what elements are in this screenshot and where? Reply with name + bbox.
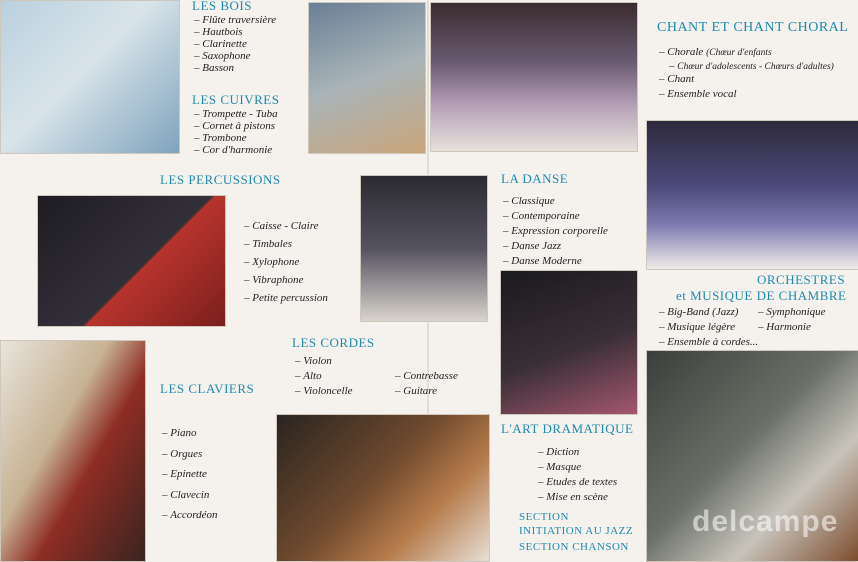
section-title-cordes: LES CORDES: [292, 335, 375, 350]
list-item: – Harmonie: [758, 320, 826, 335]
list-chant-more: [659, 72, 737, 102]
list-item-chorale: [659, 46, 834, 60]
photo-orchestra-choir: [646, 120, 858, 270]
chorale-detail: (Chœur d'enfants: [706, 48, 772, 58]
photo-flute-player: [0, 0, 180, 154]
list-claviers: [162, 423, 218, 526]
list-item: – Clavecin: [162, 485, 218, 506]
section-label: SECTION: [519, 511, 569, 523]
list-item: – Epinette: [162, 464, 218, 485]
list-bois: [194, 14, 276, 74]
section-subtitle-orchestres: et MUSIQUE DE CHAMBRE: [676, 288, 847, 303]
list-orchestres-right: [758, 305, 826, 335]
list-item: – Xylophone: [244, 253, 328, 271]
list-item: – Trombone: [194, 132, 278, 144]
section-title-cuivres: LES CUIVRES: [192, 92, 280, 107]
section-title-orchestres: ORCHESTRES: [757, 272, 846, 287]
list-item: – Etudes de textes: [538, 475, 617, 490]
section-title-percussions: LES PERCUSSIONS: [160, 172, 281, 187]
list-item: – Flûte traversière: [194, 14, 276, 26]
list-item: – Hautbois: [194, 26, 276, 38]
list-item: – Cor d'harmonie: [194, 144, 278, 156]
section-title-danse: LA DANSE: [501, 171, 569, 186]
list-item: – Guitare: [395, 384, 458, 399]
list-item: – Contemporaine: [503, 209, 608, 224]
list-cuivres: [194, 108, 278, 156]
chorale-label: Chorale: [667, 46, 704, 58]
list-item: – Ensemble à cordes...: [659, 335, 758, 350]
list-item: – Piano: [162, 423, 218, 444]
list-item: – Masque: [538, 460, 617, 475]
list-item: – Chant: [659, 72, 737, 87]
section-title-art-dramatique: L'ART DRAMATIQUE: [501, 421, 634, 436]
section-label-jazz: INITIATION AU JAZZ: [519, 525, 634, 537]
list-item: – Classique: [503, 194, 608, 209]
list-item: – Expression corporelle: [503, 224, 608, 239]
section-title-chant: CHANT ET CHANT CHORAL: [657, 20, 849, 35]
list-item: – Violon: [295, 354, 353, 369]
list-item: – Danse Jazz: [503, 239, 608, 254]
list-item: – Violoncelle: [295, 384, 353, 399]
list-item: – Contrebasse: [395, 369, 458, 384]
list-item: – Alto: [295, 369, 353, 384]
list-item: – Ensemble vocal: [659, 87, 737, 102]
list-item: – Cornet à pistons: [194, 120, 278, 132]
photo-modern-dancers: [500, 270, 638, 415]
list-percussions: [244, 217, 328, 307]
list-item: – Danse Moderne: [503, 254, 608, 269]
list-item: – Caisse - Claire: [244, 217, 328, 235]
list-danse: [503, 194, 608, 269]
list-item: – Diction: [538, 445, 617, 460]
list-item: – Orgues: [162, 444, 218, 465]
list-item: – Mise en scène: [538, 490, 617, 505]
list-cordes-right: [395, 369, 458, 399]
photo-ballet-class: [360, 175, 488, 322]
list-item: – Musique légère: [659, 320, 758, 335]
list-item: – Timbales: [244, 235, 328, 253]
photo-choir: [430, 2, 638, 152]
list-chant: [659, 46, 834, 74]
photo-violin-player: [276, 414, 490, 562]
photo-drummer: [37, 195, 226, 327]
list-item: – Petite percussion: [244, 289, 328, 307]
list-item: – Clarinette: [194, 38, 276, 50]
list-item: – Trompette - Tuba: [194, 108, 278, 120]
section-title-bois: LES BOIS: [192, 0, 252, 13]
list-art-dramatique: [538, 445, 617, 505]
list-item: – Accordéon: [162, 505, 218, 526]
list-item: – Saxophone: [194, 50, 276, 62]
list-item: – Symphonique: [758, 305, 826, 320]
section-label-chanson: SECTION CHANSON: [519, 541, 629, 553]
photo-horn-player: [308, 2, 426, 154]
list-cordes-left: [295, 354, 353, 399]
photo-harpsichord-player: [0, 340, 146, 562]
section-title-claviers: LES CLAVIERS: [160, 381, 255, 396]
chorale-detail: Chœur d'adolescents - Chœurs d'adultes): [677, 62, 834, 72]
list-item: – Vibraphone: [244, 271, 328, 289]
list-orchestres-left: [659, 305, 758, 350]
list-item: – Big-Band (Jazz): [659, 305, 758, 320]
watermark-logo: delcampe: [692, 505, 839, 538]
list-item: – Basson: [194, 62, 276, 74]
